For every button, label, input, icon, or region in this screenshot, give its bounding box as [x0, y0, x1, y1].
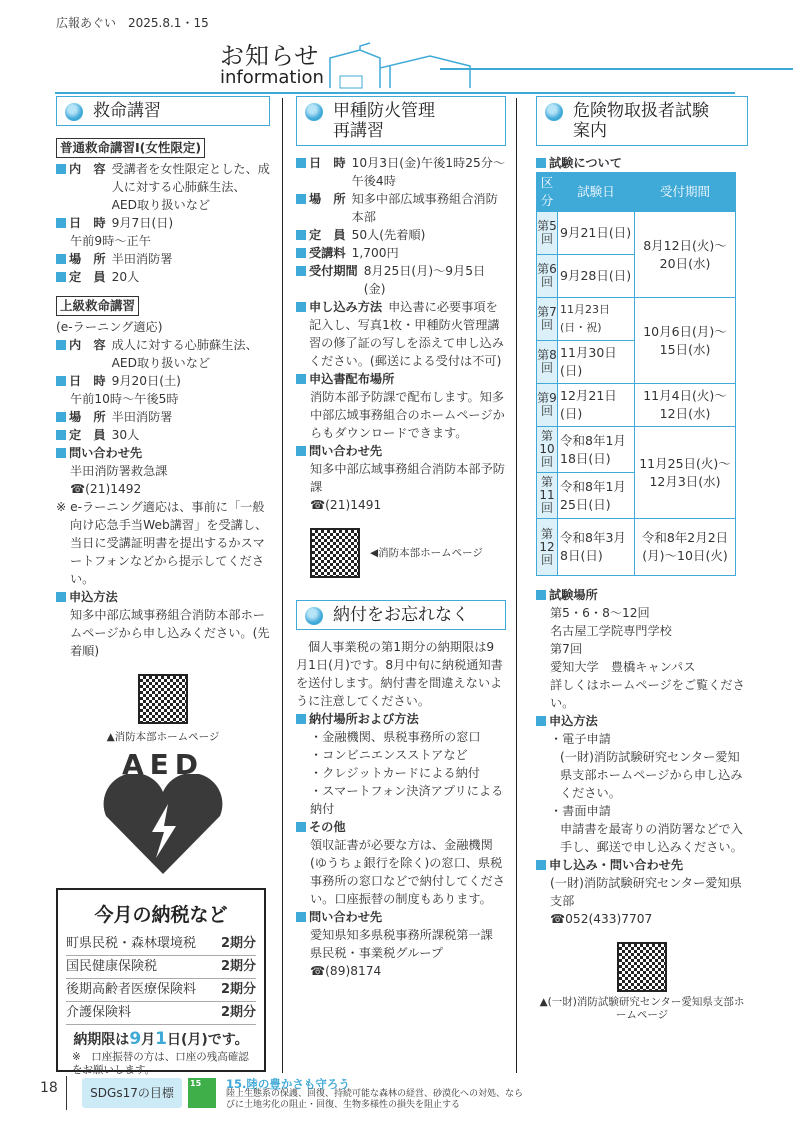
qr-code-icon[interactable]: [617, 942, 667, 992]
table-row: 第10回 令和8年1月18日(日) 11月25日(火)～12月3日(水): [537, 427, 736, 473]
exam-toi: 申し込み・問い合わせ先: [536, 856, 748, 874]
qr-caption: ◀消防本部ホームページ: [370, 547, 483, 559]
tax-deadline: 納期限は9月1日(月)です。: [73, 1029, 249, 1049]
nofu-tel: ☎(89)8174: [310, 964, 382, 978]
exam-shomen: ・書面申請: [550, 804, 611, 818]
footer-divider: [66, 1076, 67, 1110]
course2-remark: ※ e-ラーニング適応は、事前に「一般向け応急手当Web講習」を受講し、当日に受講証明書を提出するかスマートフォンなどから提示してください。: [56, 500, 268, 586]
table-row: 第5回 9月21日(日) 8月12日(火)～20日(水): [537, 212, 736, 255]
issue-label: 広報あぐい 2025.8.1・15: [56, 16, 209, 30]
boka-tel: ☎(21)1491: [310, 498, 382, 512]
exam-place-item: 第5・6・8～12回: [550, 606, 650, 620]
nofu-sonota: その他: [296, 818, 506, 836]
nofu-body: 個人事業税の第1期分の納期限は9月1日(月)です。8月中旬に納税通知書を送付します。納付書を間違えないように注意してください。: [296, 640, 503, 708]
exam-toi-name: (一財)消防試験研究センター愛知県支部: [550, 876, 742, 908]
course2-moushi: 申込方法: [56, 588, 270, 606]
page-title: お知らせ: [220, 42, 320, 70]
sdg-label: SDGs17の目標: [82, 1078, 182, 1108]
nofu-toi-name: 愛知県知多県税事務所課税第一課 県民税・事業税グループ: [310, 928, 493, 960]
table-header: 区分: [537, 173, 558, 212]
exam-place-item: 愛知大学 豊橋キャンパス: [550, 660, 696, 674]
building-illustration-icon: [320, 38, 480, 94]
boka-toi-name: 知多中部広域事務組合消防本部予防課: [310, 462, 505, 494]
table-row: 第12回 令和8年3月 8日(日) 令和8年2月2日(月)～10日(火): [537, 519, 736, 576]
table-row: 第9回 12月21日(日) 11月4日(火)～12日(水): [537, 384, 736, 427]
course2-toi-name: 半田消防署救急課: [70, 464, 168, 478]
course1-teiin: 定 員 20人: [56, 268, 270, 286]
section-title-kyumei: 救命講習: [56, 96, 270, 126]
nofu-toi: 問い合わせ先: [296, 908, 506, 926]
course1-nichiji: 日 時 9月7日(日): [56, 214, 270, 232]
column-kikenbutsu: [536, 96, 748, 1022]
aed-label: AED: [121, 748, 205, 781]
exam-shomen-body: 申請書を最寄りの消防署などで入手し、郵送で申し込みください。: [560, 822, 743, 854]
nofu-method: 納付場所および方法: [296, 710, 506, 728]
boka-teiin: 定 員 50人(先着順): [296, 226, 506, 244]
bullet-icon: [305, 607, 323, 625]
aed-heart-icon: [56, 774, 270, 874]
boka-haifu: 申込書配布場所: [296, 370, 506, 388]
section-title-boka: 甲種防火管理 再講習: [296, 96, 506, 146]
nofu-item: ・クレジットカードによる納付: [310, 766, 480, 780]
exam-place: 試験場所: [536, 586, 748, 604]
qr-caption: ▲(一財)消防試験研究センター愛知県支部ホームページ: [539, 996, 745, 1021]
bullet-icon: [545, 103, 563, 121]
table-header-row: [537, 173, 736, 212]
tax-title: 今月の納税など: [94, 904, 228, 926]
exam-table: [536, 172, 736, 576]
nofu-sonota-body: 領収証書が必要な方は、金融機関(ゆうちょ銀行を除く)の窓口、県税事務所の窓口などで納付してください。口座振替の制度もあります。: [310, 838, 505, 906]
section-title-nofu: 納付をお忘れなく: [296, 600, 506, 630]
sdg-15-icon: 15: [188, 1078, 216, 1108]
course2-naiyo: 内 容 成人に対する心肺蘇生法、AED取り扱いなど: [56, 336, 270, 372]
column-divider-2: [516, 98, 517, 1073]
course1-naiyo: 内 容 受講者を女性限定とした、成人に対する心肺蘇生法、AED取り扱いなど: [56, 160, 270, 214]
boka-hoho: 申し込み方法 申込書に必要事項を記入し、写真1枚・甲種防火管理講習の修了証の写しを添えて申し込みください。(郵送による受付は不可): [296, 298, 506, 370]
exam-place-item: 詳しくはホームページをご覧ください。: [550, 678, 745, 710]
exam-place-item: 第7回: [550, 642, 583, 656]
column-divider-1: [282, 98, 283, 1073]
course2-teiin: 定 員 30人: [56, 426, 270, 444]
course2-time: 午前10時～午後5時: [70, 392, 179, 406]
sdg-description: 陸上生態系の保護、回復、持続可能な森林の経営、砂漠化への対処、ならびに土地劣化の阻止・回復、生物多様性の損失を阻止する: [226, 1089, 524, 1110]
exam-about: 試験について: [536, 154, 748, 172]
tax-item: 介護保険料 2期分: [66, 1002, 256, 1025]
course-label: 普通救命講習Ⅰ(女性限定): [56, 138, 205, 158]
course2-moushi-body: 知多中部広域事務組合消防本部ホームページから申し込みください。(先着順): [70, 608, 270, 658]
boka-haifu-body: 消防本部予防課で配布します。知多中部広域事務組合のホームページからもダウンロードできます。: [310, 390, 505, 440]
table-row: 第8回 11月30日(日): [537, 341, 736, 384]
sdg-title: 15.陸の豊かさも守ろう: [226, 1077, 350, 1091]
boka-nichiji: 日 時 10月3日(金)午後1時25分～午後4時: [296, 154, 506, 190]
tax-item: 国民健康保険税 2期分: [66, 956, 256, 979]
bullet-icon: [65, 103, 83, 121]
nofu-item: ・金融機関、県税事務所の窓口: [310, 730, 481, 744]
table-row: 第11回 令和8年1月25日(日): [537, 473, 736, 519]
qr-code-icon[interactable]: [138, 674, 188, 724]
page-subtitle: information: [220, 67, 324, 88]
boka-ryo: 受講料 1,700円: [296, 244, 506, 262]
table-row: 第7回 11月23日(日・祝) 10月6日(月)～15日(水): [537, 298, 736, 341]
tax-item: 町県民税・森林環境税 2期分: [66, 933, 256, 956]
course2-nichiji: 日 時 9月20日(土): [56, 372, 270, 390]
nofu-item: ・コンビニエンスストアなど: [310, 748, 468, 762]
tax-item: 後期高齢者医療保険料 2期分: [66, 979, 256, 1002]
tax-note: ※ 口座振替の方は、口座の残高確認をお願いします。: [72, 1051, 249, 1076]
course-label: 上級救命講習: [56, 296, 139, 316]
nofu-item: ・スマートフォン決済アプリによる納付: [310, 784, 504, 816]
column-boka: [296, 96, 506, 980]
table-row: 第6回 9月28日(日): [537, 255, 736, 298]
qr-caption: ▲消防本部ホームページ: [106, 731, 220, 743]
exam-denshi: ・電子申請: [550, 732, 611, 746]
boka-basho: 場 所 知多中部広域事務組合消防本部: [296, 190, 506, 226]
section-title-kikenbutsu: 危険物取扱者試験 案内: [536, 96, 748, 146]
course2-tel: ☎(21)1492: [70, 482, 142, 496]
header-rule-right: [440, 68, 793, 70]
exam-hoho: 申込方法: [536, 712, 748, 730]
course2-basho: 場 所 半田消防署: [56, 408, 270, 426]
boka-toi: 問い合わせ先: [296, 442, 506, 460]
bullet-icon: [305, 103, 323, 121]
boka-kikan: 受付期間 8月25日(月)～9月5日(金): [296, 262, 506, 298]
course1-basho: 場 所 半田消防署: [56, 250, 270, 268]
course2-toi: 問い合わせ先: [56, 444, 270, 462]
boka-qr: [310, 528, 506, 578]
tax-box: [56, 888, 266, 1076]
exam-denshi-body: (一財)消防試験研究センター愛知県支部ホームページから申し込みください。: [560, 750, 743, 800]
exam-tel: ☎052(433)7707: [550, 912, 653, 926]
table-header: 受付期間: [635, 173, 736, 212]
table-header: 試験日: [558, 173, 635, 212]
column-kyumei: [56, 96, 270, 879]
course1-time: 午前9時～正午: [70, 234, 151, 248]
qr-code-icon[interactable]: [310, 528, 360, 578]
exam-place-item: 名古屋工学院専門学校: [550, 624, 672, 638]
page-number: 18: [40, 1080, 58, 1096]
course2-note: (e-ラーニング適応): [56, 320, 163, 334]
